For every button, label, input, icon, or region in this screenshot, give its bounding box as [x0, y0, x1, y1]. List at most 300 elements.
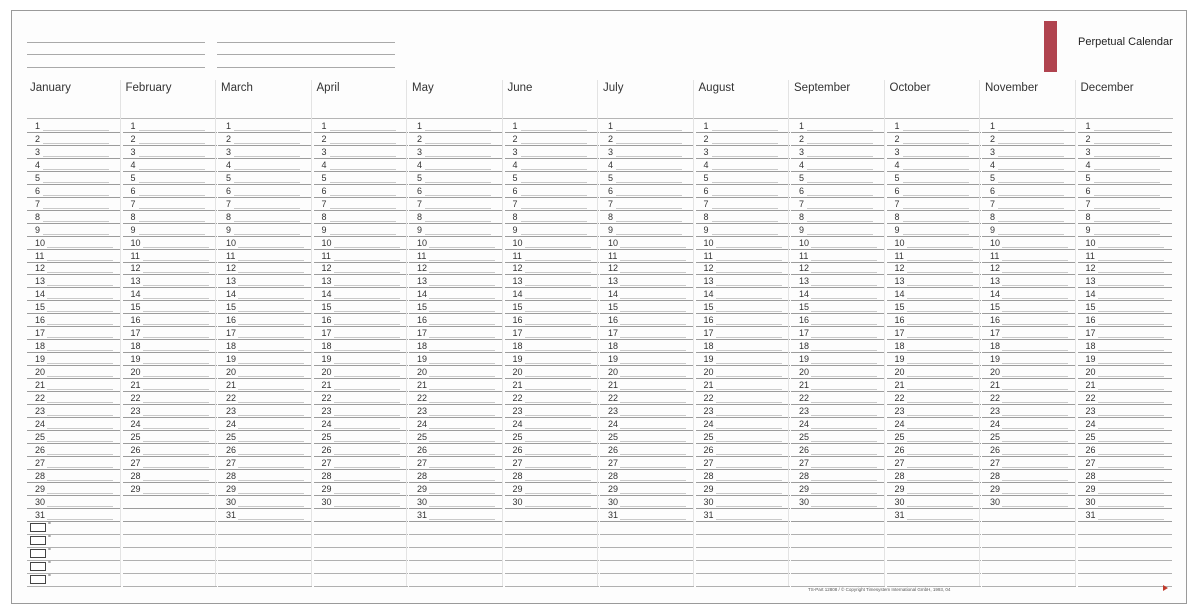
note-row[interactable]: [887, 534, 981, 548]
day-row[interactable]: [505, 237, 599, 250]
day-write-space[interactable]: [334, 342, 400, 351]
day-row[interactable]: [1078, 301, 1172, 314]
day-write-space[interactable]: [330, 174, 396, 183]
day-write-space[interactable]: [47, 498, 113, 507]
day-row[interactable]: [314, 172, 408, 185]
day-write-space[interactable]: [525, 303, 591, 312]
day-row[interactable]: [505, 353, 599, 366]
note-row[interactable]: [123, 560, 217, 574]
day-row[interactable]: [409, 288, 503, 301]
day-row[interactable]: [27, 250, 121, 263]
day-row[interactable]: [696, 146, 790, 159]
day-row[interactable]: [409, 392, 503, 405]
day-row[interactable]: [791, 327, 885, 340]
day-row[interactable]: [218, 444, 312, 457]
day-row[interactable]: [218, 392, 312, 405]
day-write-space[interactable]: [47, 316, 113, 325]
note-row[interactable]: [27, 534, 121, 548]
legend-checkbox[interactable]: [30, 536, 46, 545]
day-write-space[interactable]: [238, 290, 304, 299]
day-write-space[interactable]: [907, 446, 973, 455]
day-write-space[interactable]: [907, 355, 973, 364]
day-write-space[interactable]: [234, 148, 300, 157]
day-row[interactable]: [123, 353, 217, 366]
day-write-space[interactable]: [1094, 122, 1160, 131]
day-write-space[interactable]: [47, 355, 113, 364]
day-write-space[interactable]: [1002, 433, 1068, 442]
day-row[interactable]: [314, 120, 408, 133]
day-write-space[interactable]: [47, 485, 113, 494]
day-write-space[interactable]: [525, 329, 591, 338]
day-row[interactable]: [314, 509, 408, 522]
day-write-space[interactable]: [907, 459, 973, 468]
day-write-space[interactable]: [429, 239, 495, 248]
day-row[interactable]: [27, 146, 121, 159]
day-write-space[interactable]: [139, 213, 205, 222]
day-write-space[interactable]: [1098, 498, 1164, 507]
day-row[interactable]: [791, 405, 885, 418]
day-write-space[interactable]: [1002, 368, 1068, 377]
day-row[interactable]: [409, 198, 503, 211]
day-write-space[interactable]: [47, 472, 113, 481]
day-row[interactable]: [696, 198, 790, 211]
day-row[interactable]: [600, 224, 694, 237]
day-write-space[interactable]: [1002, 264, 1068, 273]
day-write-space[interactable]: [429, 485, 495, 494]
day-row[interactable]: [887, 444, 981, 457]
day-write-space[interactable]: [334, 420, 400, 429]
note-row[interactable]: [27, 521, 121, 535]
day-row[interactable]: [218, 146, 312, 159]
day-row[interactable]: [982, 366, 1076, 379]
day-row[interactable]: [409, 431, 503, 444]
day-write-space[interactable]: [429, 264, 495, 273]
day-write-space[interactable]: [425, 187, 491, 196]
day-row[interactable]: [409, 172, 503, 185]
day-write-space[interactable]: [998, 135, 1064, 144]
day-write-space[interactable]: [43, 213, 109, 222]
day-write-space[interactable]: [811, 316, 877, 325]
day-row[interactable]: [982, 211, 1076, 224]
day-row[interactable]: [505, 457, 599, 470]
day-write-space[interactable]: [620, 355, 686, 364]
day-row[interactable]: [696, 133, 790, 146]
day-row[interactable]: [600, 237, 694, 250]
day-row[interactable]: [218, 301, 312, 314]
day-row[interactable]: [791, 314, 885, 327]
day-write-space[interactable]: [425, 148, 491, 157]
day-row[interactable]: [791, 366, 885, 379]
day-row[interactable]: [887, 496, 981, 509]
day-row[interactable]: [123, 288, 217, 301]
day-write-space[interactable]: [525, 498, 591, 507]
note-row[interactable]: [696, 534, 790, 548]
day-write-space[interactable]: [143, 368, 209, 377]
day-write-space[interactable]: [620, 459, 686, 468]
day-row[interactable]: [123, 327, 217, 340]
day-row[interactable]: [218, 379, 312, 392]
day-row[interactable]: [1078, 120, 1172, 133]
day-write-space[interactable]: [716, 316, 782, 325]
day-row[interactable]: [696, 405, 790, 418]
day-write-space[interactable]: [716, 420, 782, 429]
day-write-space[interactable]: [521, 148, 587, 157]
day-row[interactable]: [696, 327, 790, 340]
day-write-space[interactable]: [712, 148, 778, 157]
day-row[interactable]: [123, 379, 217, 392]
day-row[interactable]: [982, 470, 1076, 483]
day-write-space[interactable]: [716, 252, 782, 261]
day-write-space[interactable]: [620, 407, 686, 416]
day-row[interactable]: [696, 120, 790, 133]
day-row[interactable]: [27, 172, 121, 185]
day-row[interactable]: [982, 353, 1076, 366]
day-write-space[interactable]: [47, 446, 113, 455]
day-write-space[interactable]: [334, 277, 400, 286]
day-write-space[interactable]: [47, 252, 113, 261]
note-row[interactable]: [696, 521, 790, 535]
day-write-space[interactable]: [234, 174, 300, 183]
day-write-space[interactable]: [1098, 316, 1164, 325]
day-row[interactable]: [1078, 172, 1172, 185]
day-write-space[interactable]: [143, 485, 209, 494]
day-row[interactable]: [696, 418, 790, 431]
day-write-space[interactable]: [903, 226, 969, 235]
day-row[interactable]: [314, 340, 408, 353]
day-row[interactable]: [27, 418, 121, 431]
day-write-space[interactable]: [521, 200, 587, 209]
day-row[interactable]: [696, 340, 790, 353]
day-write-space[interactable]: [43, 200, 109, 209]
day-row[interactable]: [218, 418, 312, 431]
day-write-space[interactable]: [1098, 459, 1164, 468]
day-row[interactable]: [1078, 353, 1172, 366]
day-row[interactable]: [887, 457, 981, 470]
day-row[interactable]: [696, 470, 790, 483]
day-write-space[interactable]: [1002, 446, 1068, 455]
day-write-space[interactable]: [907, 420, 973, 429]
day-write-space[interactable]: [334, 239, 400, 248]
day-row[interactable]: [600, 185, 694, 198]
day-write-space[interactable]: [143, 252, 209, 261]
day-row[interactable]: [696, 496, 790, 509]
day-write-space[interactable]: [43, 174, 109, 183]
day-row[interactable]: [27, 275, 121, 288]
day-row[interactable]: [123, 211, 217, 224]
day-write-space[interactable]: [525, 446, 591, 455]
day-write-space[interactable]: [620, 252, 686, 261]
day-row[interactable]: [887, 172, 981, 185]
day-write-space[interactable]: [334, 303, 400, 312]
day-row[interactable]: [27, 483, 121, 496]
day-row[interactable]: [409, 353, 503, 366]
day-row[interactable]: [887, 250, 981, 263]
day-write-space[interactable]: [1002, 290, 1068, 299]
day-write-space[interactable]: [139, 122, 205, 131]
day-row[interactable]: [123, 405, 217, 418]
day-write-space[interactable]: [425, 135, 491, 144]
day-row[interactable]: [1078, 211, 1172, 224]
day-write-space[interactable]: [1094, 226, 1160, 235]
day-write-space[interactable]: [907, 368, 973, 377]
day-write-space[interactable]: [425, 213, 491, 222]
day-row[interactable]: [409, 185, 503, 198]
day-write-space[interactable]: [521, 226, 587, 235]
day-write-space[interactable]: [525, 459, 591, 468]
day-row[interactable]: [505, 379, 599, 392]
day-row[interactable]: [1078, 327, 1172, 340]
note-row[interactable]: [791, 521, 885, 535]
day-write-space[interactable]: [429, 252, 495, 261]
day-write-space[interactable]: [429, 342, 495, 351]
day-row[interactable]: [409, 496, 503, 509]
day-write-space[interactable]: [616, 200, 682, 209]
day-row[interactable]: [696, 224, 790, 237]
day-write-space[interactable]: [1098, 264, 1164, 273]
day-write-space[interactable]: [143, 329, 209, 338]
day-write-space[interactable]: [1002, 355, 1068, 364]
day-row[interactable]: [887, 120, 981, 133]
note-row[interactable]: [982, 534, 1076, 548]
day-row[interactable]: [409, 457, 503, 470]
day-write-space[interactable]: [998, 187, 1064, 196]
day-row[interactable]: [1078, 457, 1172, 470]
day-row[interactable]: [123, 250, 217, 263]
next-arrow-icon[interactable]: [1163, 585, 1168, 591]
day-row[interactable]: [505, 198, 599, 211]
day-write-space[interactable]: [43, 226, 109, 235]
day-write-space[interactable]: [429, 394, 495, 403]
legend-checkbox[interactable]: [30, 575, 46, 584]
day-row[interactable]: [505, 470, 599, 483]
day-row[interactable]: [791, 198, 885, 211]
day-write-space[interactable]: [807, 122, 873, 131]
note-row[interactable]: [27, 547, 121, 561]
note-row[interactable]: [314, 547, 408, 561]
note-row[interactable]: [314, 521, 408, 535]
day-write-space[interactable]: [143, 316, 209, 325]
day-row[interactable]: [887, 353, 981, 366]
note-row[interactable]: [600, 560, 694, 574]
day-row[interactable]: [314, 353, 408, 366]
note-row[interactable]: [409, 573, 503, 587]
day-row[interactable]: [1078, 314, 1172, 327]
day-write-space[interactable]: [47, 433, 113, 442]
day-row[interactable]: [123, 301, 217, 314]
day-row[interactable]: [314, 237, 408, 250]
day-row[interactable]: [27, 159, 121, 172]
day-write-space[interactable]: [238, 446, 304, 455]
day-write-space[interactable]: [620, 433, 686, 442]
day-write-space[interactable]: [429, 368, 495, 377]
note-row[interactable]: [123, 573, 217, 587]
note-row[interactable]: [409, 560, 503, 574]
day-write-space[interactable]: [334, 394, 400, 403]
day-write-space[interactable]: [47, 459, 113, 468]
day-write-space[interactable]: [716, 264, 782, 273]
day-row[interactable]: [887, 405, 981, 418]
day-write-space[interactable]: [807, 226, 873, 235]
day-write-space[interactable]: [620, 420, 686, 429]
note-row[interactable]: [314, 573, 408, 587]
day-row[interactable]: [982, 431, 1076, 444]
day-write-space[interactable]: [238, 498, 304, 507]
day-row[interactable]: [791, 444, 885, 457]
day-row[interactable]: [314, 366, 408, 379]
day-row[interactable]: [505, 483, 599, 496]
day-row[interactable]: [696, 457, 790, 470]
day-row[interactable]: [791, 509, 885, 522]
note-row[interactable]: [696, 573, 790, 587]
note-row[interactable]: [123, 534, 217, 548]
day-row[interactable]: [887, 198, 981, 211]
day-write-space[interactable]: [334, 329, 400, 338]
day-row[interactable]: [791, 392, 885, 405]
day-row[interactable]: [887, 470, 981, 483]
day-row[interactable]: [887, 262, 981, 275]
day-write-space[interactable]: [811, 407, 877, 416]
day-write-space[interactable]: [907, 239, 973, 248]
note-row[interactable]: [696, 547, 790, 561]
day-row[interactable]: [696, 172, 790, 185]
note-row[interactable]: [887, 521, 981, 535]
day-row[interactable]: [1078, 379, 1172, 392]
day-row[interactable]: [887, 314, 981, 327]
day-row[interactable]: [791, 288, 885, 301]
day-row[interactable]: [1078, 366, 1172, 379]
day-write-space[interactable]: [143, 303, 209, 312]
day-write-space[interactable]: [907, 381, 973, 390]
day-write-space[interactable]: [238, 368, 304, 377]
day-row[interactable]: [27, 431, 121, 444]
day-row[interactable]: [982, 159, 1076, 172]
day-row[interactable]: [982, 314, 1076, 327]
day-row[interactable]: [696, 185, 790, 198]
day-row[interactable]: [600, 366, 694, 379]
day-write-space[interactable]: [811, 355, 877, 364]
day-write-space[interactable]: [425, 122, 491, 131]
day-write-space[interactable]: [907, 303, 973, 312]
day-write-space[interactable]: [525, 355, 591, 364]
day-write-space[interactable]: [616, 135, 682, 144]
day-write-space[interactable]: [43, 122, 109, 131]
day-write-space[interactable]: [330, 226, 396, 235]
day-row[interactable]: [123, 392, 217, 405]
day-row[interactable]: [409, 224, 503, 237]
day-row[interactable]: [982, 275, 1076, 288]
day-row[interactable]: [982, 509, 1076, 522]
day-row[interactable]: [123, 172, 217, 185]
day-row[interactable]: [409, 418, 503, 431]
day-write-space[interactable]: [716, 277, 782, 286]
day-row[interactable]: [600, 314, 694, 327]
day-write-space[interactable]: [907, 329, 973, 338]
day-write-space[interactable]: [425, 226, 491, 235]
day-row[interactable]: [696, 275, 790, 288]
day-row[interactable]: [314, 159, 408, 172]
day-row[interactable]: [409, 146, 503, 159]
day-row[interactable]: [409, 483, 503, 496]
day-write-space[interactable]: [47, 239, 113, 248]
day-write-space[interactable]: [712, 187, 778, 196]
day-row[interactable]: [982, 250, 1076, 263]
day-write-space[interactable]: [334, 407, 400, 416]
day-write-space[interactable]: [234, 161, 300, 170]
day-row[interactable]: [887, 159, 981, 172]
legend-checkbox[interactable]: [30, 549, 46, 558]
day-write-space[interactable]: [43, 161, 109, 170]
day-row[interactable]: [218, 483, 312, 496]
day-write-space[interactable]: [1002, 303, 1068, 312]
day-row[interactable]: [982, 288, 1076, 301]
day-row[interactable]: [982, 327, 1076, 340]
day-write-space[interactable]: [620, 264, 686, 273]
day-write-space[interactable]: [712, 135, 778, 144]
note-row[interactable]: [600, 534, 694, 548]
day-write-space[interactable]: [807, 148, 873, 157]
day-write-space[interactable]: [620, 290, 686, 299]
day-write-space[interactable]: [998, 213, 1064, 222]
day-row[interactable]: [696, 483, 790, 496]
day-write-space[interactable]: [907, 277, 973, 286]
note-row[interactable]: [314, 560, 408, 574]
day-write-space[interactable]: [238, 472, 304, 481]
day-write-space[interactable]: [907, 472, 973, 481]
day-write-space[interactable]: [143, 355, 209, 364]
day-row[interactable]: [887, 275, 981, 288]
day-write-space[interactable]: [43, 187, 109, 196]
day-row[interactable]: [505, 275, 599, 288]
day-write-space[interactable]: [1094, 213, 1160, 222]
day-row[interactable]: [27, 392, 121, 405]
day-write-space[interactable]: [1098, 381, 1164, 390]
day-row[interactable]: [600, 418, 694, 431]
day-write-space[interactable]: [811, 252, 877, 261]
day-row[interactable]: [314, 314, 408, 327]
day-write-space[interactable]: [998, 122, 1064, 131]
day-row[interactable]: [791, 146, 885, 159]
day-row[interactable]: [218, 211, 312, 224]
day-row[interactable]: [218, 120, 312, 133]
day-row[interactable]: [600, 172, 694, 185]
day-write-space[interactable]: [716, 303, 782, 312]
day-row[interactable]: [982, 418, 1076, 431]
day-row[interactable]: [696, 250, 790, 263]
day-write-space[interactable]: [330, 135, 396, 144]
note-row[interactable]: [409, 521, 503, 535]
day-row[interactable]: [982, 237, 1076, 250]
day-row[interactable]: [314, 418, 408, 431]
day-row[interactable]: [314, 198, 408, 211]
day-row[interactable]: [887, 288, 981, 301]
note-row[interactable]: [696, 560, 790, 574]
note-row[interactable]: [314, 534, 408, 548]
day-write-space[interactable]: [139, 161, 205, 170]
day-row[interactable]: [218, 237, 312, 250]
day-row[interactable]: [982, 224, 1076, 237]
day-row[interactable]: [27, 379, 121, 392]
day-row[interactable]: [982, 301, 1076, 314]
note-row[interactable]: [791, 534, 885, 548]
day-write-space[interactable]: [47, 303, 113, 312]
day-row[interactable]: [123, 185, 217, 198]
day-write-space[interactable]: [334, 355, 400, 364]
day-write-space[interactable]: [334, 459, 400, 468]
day-row[interactable]: [314, 379, 408, 392]
note-row[interactable]: [791, 547, 885, 561]
note-row[interactable]: [887, 573, 981, 587]
day-row[interactable]: [505, 405, 599, 418]
